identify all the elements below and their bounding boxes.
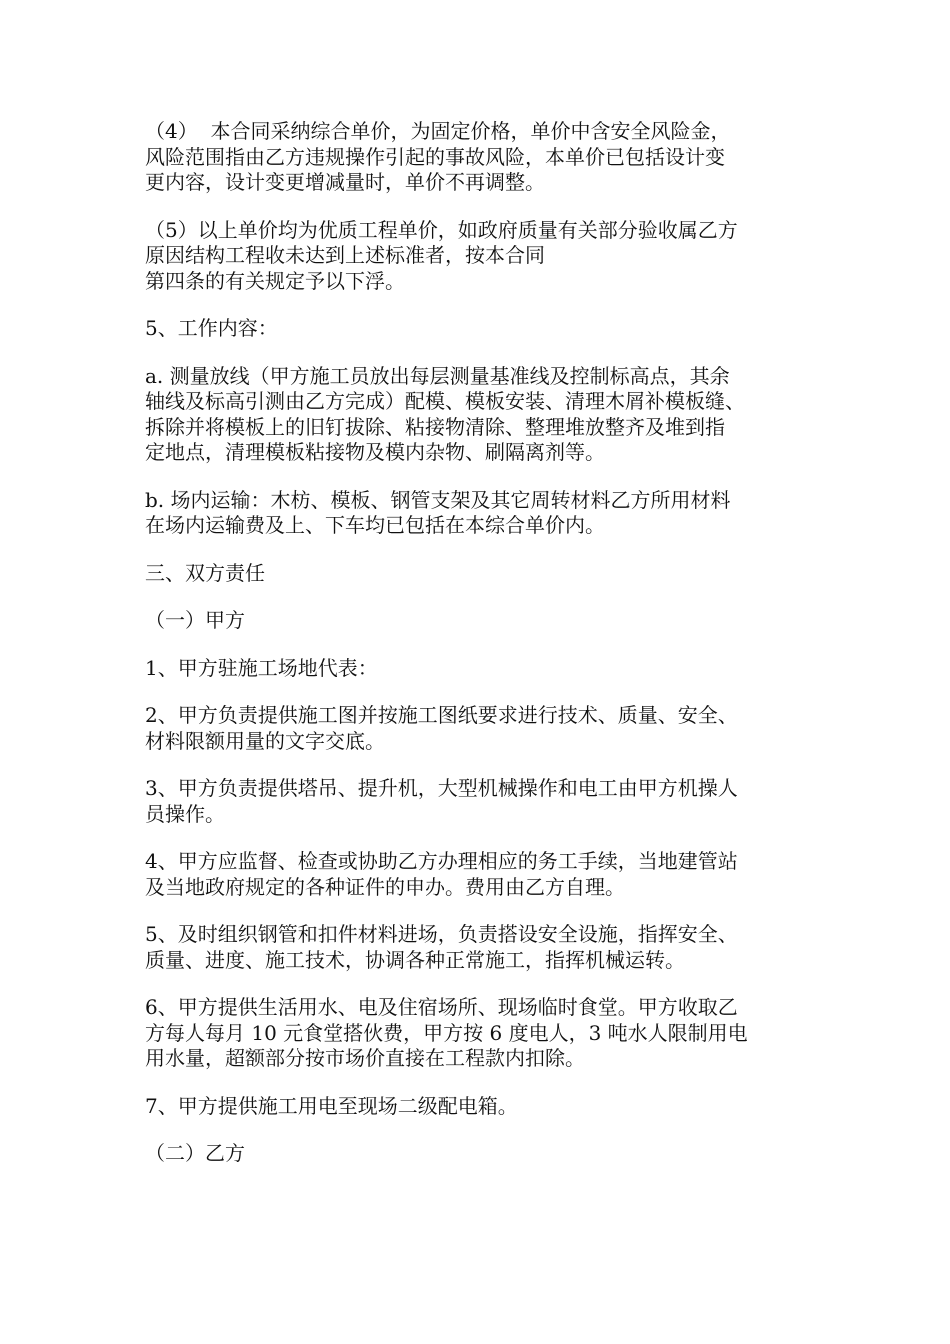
paragraph-line: 方每人每月 10 元食堂搭伙费，甲方按 6 度电人，3 吨水人限制用电 — [145, 1020, 748, 1045]
document-paragraph — [145, 1141, 810, 1167]
paragraph-line: （一）甲方 — [145, 608, 245, 632]
paragraph-line: 4、甲方应监督、检查或协助乙方办理相应的务工手续，当地建管站 — [145, 849, 738, 873]
paragraph-line: 风险范围指由乙方违规操作引起的事故风险，本单价已包括设计变 — [145, 144, 725, 169]
document-page — [145, 119, 810, 1189]
document-paragraph — [145, 608, 810, 634]
paragraph-line: 用水量，超额部分按市场价直接在工程款内扣除。 — [145, 1046, 585, 1070]
document-paragraph — [145, 488, 810, 539]
paragraph-line: 第四条的有关规定予以下浮。 — [145, 268, 405, 293]
paragraph-line: （4） 本合同采纳综合单价，为固定价格，单价中含安全风险金， — [145, 119, 731, 143]
paragraph-line: 定地点，清理模板粘接物及模内杂物、刷隔离剂等。 — [145, 440, 605, 464]
document-paragraph — [145, 1094, 810, 1120]
paragraph-line: 三、双方责任 — [145, 560, 265, 585]
paragraph-line: 轴线及标高引测由乙方完成）配模、模板安装、清理木屑补模板缝、 — [145, 389, 745, 413]
paragraph-line: （二）乙方 — [145, 1141, 245, 1165]
document-paragraph — [145, 364, 810, 466]
paragraph-line: 1、甲方驻施工场地代表： — [145, 655, 378, 680]
document-paragraph — [145, 703, 810, 754]
paragraph-line: b. 场内运输：木枋、模板、钢管支架及其它周转材料乙方所用材料 — [145, 487, 731, 512]
paragraph-line: 2、甲方负责提供施工图并按施工图纸要求进行技术、质量、安全、 — [145, 703, 738, 727]
paragraph-line: 质量、进度、施工技术，协调各种正常施工，指挥机械运转。 — [145, 947, 685, 972]
document-paragraph — [145, 316, 810, 342]
paragraph-line: 5、及时组织钢管和扣件材料进场，负责搭设安全设施，指挥安全、 — [145, 922, 738, 946]
document-paragraph — [145, 561, 810, 587]
paragraph-line: 在场内运输费及上、下车均已包括在本综合单价内。 — [145, 513, 605, 537]
paragraph-line: 6、甲方提供生活用水、电及住宿场所、现场临时食堂。甲方收取乙 — [145, 995, 738, 1019]
document-paragraph — [145, 218, 810, 295]
paragraph-line: 7、甲方提供施工用电至现场二级配电箱。 — [145, 1093, 518, 1118]
paragraph-line: 及当地政府规定的各种证件的申办。费用由乙方自理。 — [145, 874, 625, 899]
paragraph-line: （5）以上单价均为优质工程单价，如政府质量有关部分验收属乙方 — [145, 217, 738, 242]
paragraph-line: 材料限额用量的文字交底。 — [145, 728, 385, 753]
document-paragraph — [145, 849, 810, 900]
document-paragraph — [145, 922, 810, 973]
document-paragraph — [145, 995, 810, 1072]
document-paragraph — [145, 119, 810, 196]
paragraph-line: 5、工作内容： — [145, 316, 278, 340]
document-paragraph — [145, 656, 810, 682]
paragraph-line: 员操作。 — [145, 801, 225, 826]
paragraph-line: 原因结构工程收未达到上述标准者，按本合同 — [145, 243, 545, 267]
paragraph-line: 拆除并将模板上的旧钉拔除、粘接物清除、整理堆放整齐及堆到指 — [145, 414, 725, 439]
document-paragraph — [145, 776, 810, 827]
paragraph-line: a. 测量放线（甲方施工员放出每层测量基准线及控制标高点，其余 — [145, 363, 730, 388]
paragraph-line: 更内容，设计变更增减量时，单价不再调整。 — [145, 170, 545, 194]
paragraph-line: 3、甲方负责提供塔吊、提升机，大型机械操作和电工由甲方机操人 — [145, 776, 738, 800]
